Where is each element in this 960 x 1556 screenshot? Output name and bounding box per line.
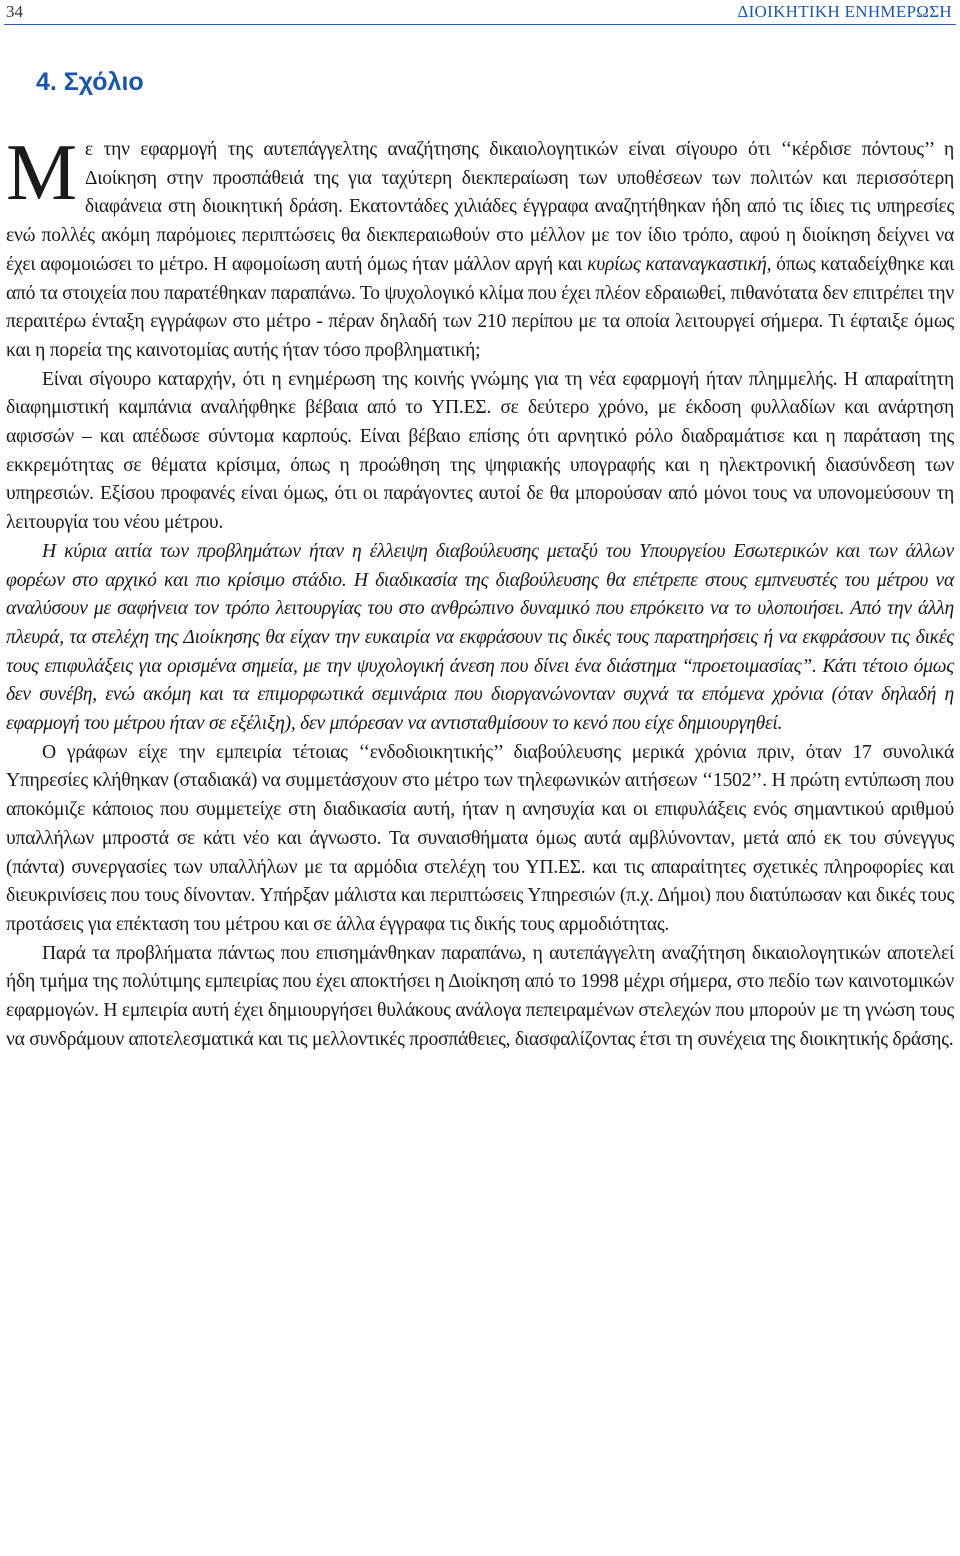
drop-cap: Μ: [6, 129, 77, 217]
paragraph-5: Παρά τα προβλήματα πάντως που επισημάνθηκαν παραπάνω, η αυτεπάγγελτη αναζήτηση δικαιολογητικών αποτελεί ήδη τμήμα της πολύτιμης εμπειρίας που έχει αποκτήσει η Διοίκηση από το 1998 μέχρι σήμερα, στο πεδίο των καινοτομικών εφαρμογών. Η εμπειρία αυτή έχει δημιουργήσει θυλάκους ανάλογα πεπειραμένων στελεχών που μπορούν με τη γνώση τους να συνδράμουν αποτελεσματικά και τις μελλοντικές προσπάθειες, διασφαλίζοντας έτσι τη συνέχεια της διοικητικής δράσης.: [6, 942, 954, 1050]
page-number: 34: [6, 2, 23, 21]
paragraph-2: Είναι σίγουρο καταρχήν, ότι η ενημέρωση της κοινής γνώμης για τη νέα εφαρμογή ήταν πλημμελής. Η απαραίτητη διαφημιστική καμπάνια αναλήφθηκε βέβαια από το ΥΠ.ΕΣ. σε δεύτερο χρόνο, με έκδοση φυλλαδίων και ανάρτηση αφισσών – και απέδωσε σύντομα καρπούς. Είναι βέβαιο επίσης ότι αρνητικό ρόλο διαδραμάτισε και η παράταση της εκκρεμότητας σε θέματα κρίσιμα, όπως η προώθηση της ψηφιακής υπογραφής και η ηλεκτρονική διασύνδεση των υπηρεσιών. Εξίσου προφανές είναι όμως, ότι οι παράγοντες αυτοί δε θα μπορούσαν από μόνοι τους να υπονομεύσουν τη λειτουργία του νέου μέτρου.: [6, 368, 954, 534]
page-header: [0, 2, 960, 28]
running-title: ΔΙΟΙΚΗΤΙΚΗ ΕΝΗΜΕΡΩΣΗ: [737, 2, 952, 21]
paragraph-1-text-a: ε την εφαρμογή της αυτεπάγγελτης αναζήτησης δικαιολογητικών είναι σίγουρο ότι ‘‘κέρδισε πόντους’’ η Διοίκηση στην προσπάθειά της για ταχύτερη διεκπεραίωση των υποθέσεων των πολιτών και περισσότερη διαφάνεια στη διοικητική δράση. Εκατοντάδες χιλιάδες έγγραφα αναζητήθηκαν ήδη από τις ίδιες τις υπηρεσίες ενώ πολλές ακόμη παρόμοιες περιπτώσεις θα διεκπεραιωθούν στο μέλλον με τον ίδιο τρόπο, αφού η διοίκηση δείχνει να έχει αφομοιώσει το μέτρο. Η αφομοίωση αυτή όμως ήταν μάλλον αργή και: [6, 139, 954, 275]
paragraph-1: [6, 129, 955, 366]
section-title: 4. Σχόλιο: [36, 68, 144, 96]
paragraph-4: Ο γράφων είχε την εμπειρία τέτοιας ‘‘ενδοδιοικητικής’’ διαβούλευσης μερικά χρόνια πριν, όταν 17 συνολικά Υπηρεσίες κλήθηκαν (σταδιακά) να συμμετάσχουν στο μέτρο των τηλεφωνικών αιτήσεων ‘‘1502’’. Η πρώτη εντύπωση που αποκόμιζε κάποιος που συμμετείχε στη διαδικασία αυτή, ήταν η ανησυχία και οι επιφυλάξεις ενός σημαντικού αριθμού υπαλλήλων μπροστά σε κάτι νέο και άγνωστο. Τα συναισθήματα όμως αυτά αμβλύνονταν, μετά από εκ του σύνεγγυς (πάντα) συνεργασίες των υπαλλήλων με τα αρμόδια στελέχη του ΥΠ.ΕΣ. και τις απαραίτητες σχετικές πληροφορίες και διευκρινίσεις που τους δίνονταν. Υπήρξαν μάλιστα και περιπτώσεις Υπηρεσιών (π.χ. Δήμοι) που διατύπωσαν και δικές τους προτάσεις για επέκταση του μέτρου και σε άλλα έγγραφα τις δικής τους αρμοδιότητας.: [6, 741, 954, 935]
article-body: [6, 129, 955, 1055]
paragraph-3: Η κύρια αιτία των προβλημάτων ήταν η έλλειψη διαβούλευσης μεταξύ του Υπουργείου Εσωτερικών και των άλλων φορέων στο αρχικό και πιο κρίσιμο στάδιο. Η διαδικασία της διαβούλευσης θα επέτρεπε στους εμπνευστές του μέτρου να αναλύσουν με σαφήνεια τον τρόπο λειτουργίας του στο ανθρώπινο δυναμικό που επρόκειτο να το υλοποιήσει. Από την άλλη πλευρά, τα στελέχη της Διοίκησης θα είχαν την ευκαιρία να εκφράσουν τις δικές τους παρατηρήσεις ή να εκφράσουν τις δικές τους επιφυλάξεις για ορισμένα σημεία, με την ψυχολογική άνεση που δίνει ένα διάστημα ‘‘προετοιμασίας”. Κάτι τέτοιο όμως δεν συνέβη, ενώ ακόμη και τα επιμορφωτικά σεμινάρια που διοργανώνονταν συχνά τα επόμενα χρόνια (όταν δηλαδή η εφαρμογή του μέτρου ήταν σε εξέλιξη), δεν μπόρεσαν να αντισταθμίσουν το κενό που είχε δημιουργηθεί.: [6, 540, 954, 735]
header-rule: [4, 24, 956, 25]
paragraph-1-emphasis: κυρίως καταναγκαστική: [587, 253, 767, 275]
paragraph-1-text-b: , όπως καταδείχθηκε και από τα στοιχεία που παρατέθηκαν παραπάνω. Το ψυχολογικό κλίμα που έχει πλέον εδραιωθεί, πιθανότατα δεν επιτρέπει την περαιτέρω ένταξη εγγράφων στο μέτρο - πέραν δηλαδή των 210 περίπου με τα οποία λειτουργεί σήμερα. Τι έφταιξε όμως και η πορεία της καινοτομίας αυτής ήταν τόσο προβληματική;: [6, 253, 955, 361]
